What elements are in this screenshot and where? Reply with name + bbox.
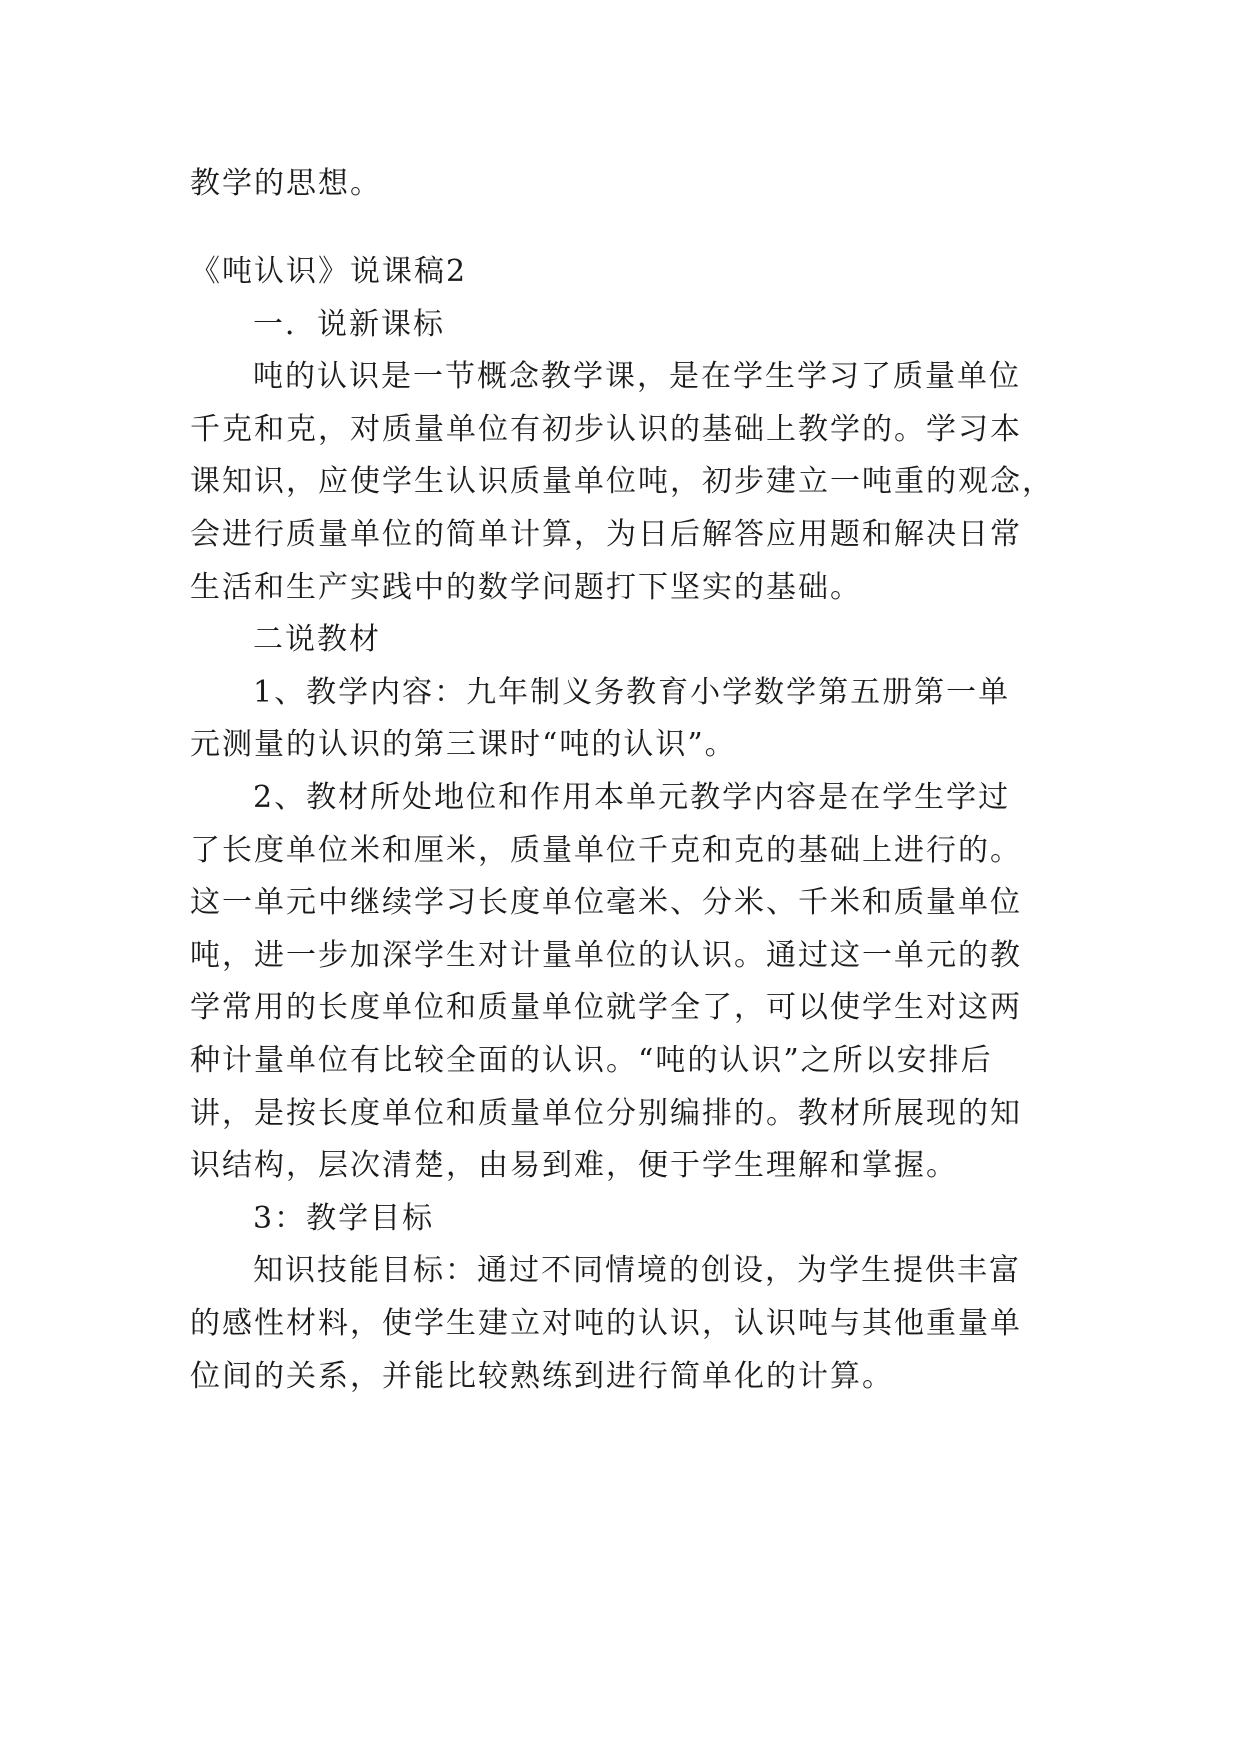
paragraph-line: 种计量单位有比较全面的认识。“吨的认识”之所以安排后 bbox=[190, 1043, 993, 1078]
paragraph-line: 吨，进一步加深学生对计量单位的认识。通过这一单元的教 bbox=[190, 938, 1022, 973]
paragraph-line: 知识技能目标：通过不同情境的创设，为学生提供丰富 bbox=[253, 1253, 1021, 1288]
paragraph-line: 识结构，层次清楚，由易到难，便于学生理解和掌握。 bbox=[190, 1148, 958, 1183]
paragraph-line: 1、教学内容：九年制义务教育小学数学第五册第一单 bbox=[253, 675, 1011, 710]
paragraph-line: 了长度单位米和厘米，质量单位千克和克的基础上进行的。 bbox=[190, 833, 1022, 868]
paragraph-line: 的感性材料，使学生建立对吨的认识，认识吨与其他重量单 bbox=[190, 1306, 1022, 1341]
paragraph-line: 2、教材所处地位和作用本单元教学内容是在学生学过 bbox=[253, 780, 1011, 815]
paragraph-line: 讲，是按长度单位和质量单位分别编排的。教材所展现的知 bbox=[190, 1096, 1022, 1131]
paragraph-line: 会进行质量单位的简单计算，为日后解答应用题和解决日常 bbox=[190, 517, 1022, 552]
paragraph-line: 元测量的认识的第三课时“吨的认识”。 bbox=[190, 727, 737, 762]
section-heading: 一．说新课标 bbox=[253, 307, 445, 342]
paragraph-line: 位间的关系，并能比较熟练到进行简单化的计算。 bbox=[190, 1359, 894, 1394]
paragraph-line: 课知识，应使学生认识质量单位吨，初步建立一吨重的观念， bbox=[190, 464, 1054, 499]
paragraph-line: 吨的认识是一节概念教学课，是在学生学习了质量单位 bbox=[253, 359, 1021, 394]
section-title: 《吨认识》说课稿2 bbox=[190, 254, 468, 289]
paragraph-line: 学常用的长度单位和质量单位就学全了，可以使学生对这两 bbox=[190, 990, 1022, 1025]
paragraph-line: 千克和克，对质量单位有初步认识的基础上教学的。学习本 bbox=[190, 412, 1022, 447]
section-heading: 二说教材 bbox=[253, 622, 381, 657]
section-heading: 3：教学目标 bbox=[253, 1201, 435, 1236]
paragraph-line: 生活和生产实践中的数学问题打下坚实的基础。 bbox=[190, 570, 862, 605]
paragraph-line: 这一单元中继续学习长度单位毫米、分米、千米和质量单位 bbox=[190, 885, 1022, 920]
paragraph-line: 教学的思想。 bbox=[190, 166, 382, 201]
